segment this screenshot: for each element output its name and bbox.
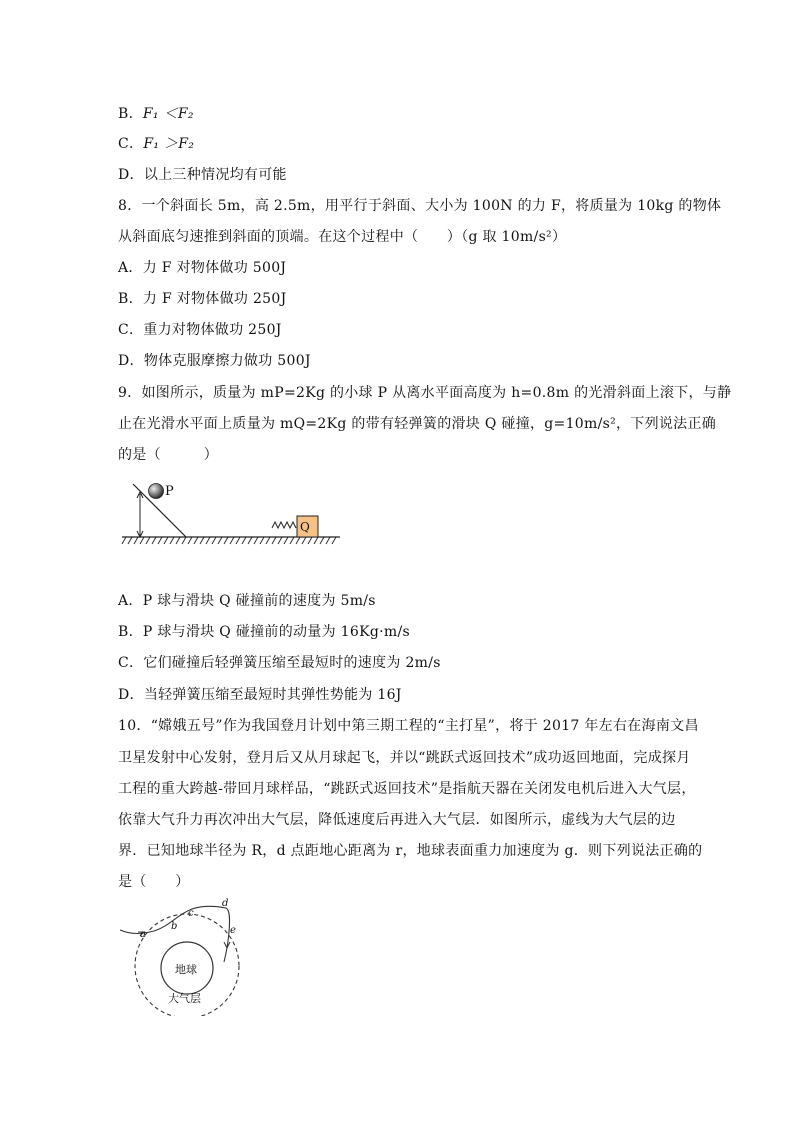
- q9-stem-line2: 止在光滑水平面上质量为 mQ=2Kg 的带有轻弹簧的滑块 Q 碰撞，g=10m/s²，下列说法正确: [118, 416, 717, 432]
- q10-stem-line1: 10．“嫦娥五号”作为我国登月计划中第三期工程的“主打星”，将于 2017 年左右在海南文昌: [118, 718, 699, 734]
- ball-p-label: P: [165, 484, 174, 499]
- q9-option-c: C．它们碰撞后轻弹簧压缩至最短时的速度为 2m/s: [118, 655, 441, 671]
- q9-stem-line3: 的是（ ）: [118, 447, 219, 463]
- q8-option-c: C．重力对物体做功 250J: [118, 322, 282, 338]
- q10-stem-line2: 卫星发射中心发射，登月后又从月球起飞，并以“跳跃式返回技术”成功返回地面，完成探月: [118, 750, 691, 766]
- q10-stem-line3: 工程的重大跨越-带回月球样品，“跳跃式返回技术”是指航天器在关闭发电机后进入大气层，: [118, 781, 696, 797]
- atmosphere-label: 大气层: [168, 992, 201, 1005]
- q7-option-c-math: F₁ ＞F₂: [143, 136, 195, 152]
- q8-stem-line2: 从斜面底匀速推到斜面的顶端。在这个过程中（ ）（g 取 10m/s²）: [118, 229, 567, 245]
- q8-option-a: A．力 F 对物体做功 500J: [118, 260, 287, 276]
- point-d-label: d: [222, 898, 229, 909]
- point-b-label: b: [171, 921, 178, 932]
- q8-option-d: D．物体克服摩擦力做功 500J: [118, 353, 311, 369]
- q9-option-d: D．当轻弹簧压缩至最短时其弹性势能为 16J: [118, 687, 402, 703]
- q8-option-b: B．力 F 对物体做功 250J: [118, 291, 287, 307]
- block-q-label: Q: [300, 520, 310, 534]
- q9-incline-figure: [120, 478, 342, 548]
- height-arrow: [137, 492, 143, 537]
- ground: [122, 537, 340, 544]
- q9-option-b: B．P 球与滑块 Q 碰撞前的动量为 16Kg·m/s: [118, 624, 410, 640]
- q10-stem-line4: 依靠大气升力再次冲出大气层，降低速度后再进入大气层．如图所示，虚线为大气层的边: [118, 812, 676, 828]
- point-e-label: e: [230, 925, 236, 936]
- q7-option-c: C．F₁ ＞F₂: [118, 136, 195, 152]
- q7-option-b: B．F₁ ＜F₂: [118, 106, 194, 122]
- earth-label: 地球: [175, 963, 197, 976]
- q9-stem-line1: 9．如图所示，质量为 mP=2Kg 的小球 P 从离水平面高度为 h=0.8m 的光滑斜面上滚下，与静: [118, 385, 732, 401]
- q10-reentry-figure: [118, 896, 246, 1016]
- point-c-label: c: [188, 908, 194, 919]
- q9-option-a: A．P 球与滑块 Q 碰撞前的速度为 5m/s: [118, 593, 376, 609]
- q10-stem-line5: 界．已知地球半径为 R，d 点距地心距离为 r，地球表面重力加速度为 g．则下列说法正确的: [118, 843, 703, 859]
- q10-stem-line6: 是（ ）: [118, 874, 190, 890]
- q7-option-b-math: F₁ ＜F₂: [142, 106, 194, 122]
- ball-p: [149, 484, 164, 499]
- q8-stem-line1: 8．一个斜面长 5m，高 2.5m，用平行于斜面、大小为 100N 的力 F，将质量为 10kg 的物体: [118, 198, 722, 214]
- spring: [272, 522, 296, 528]
- point-a-label: a: [140, 929, 146, 940]
- q7-option-d: D．以上三种情况均有可能: [118, 167, 287, 183]
